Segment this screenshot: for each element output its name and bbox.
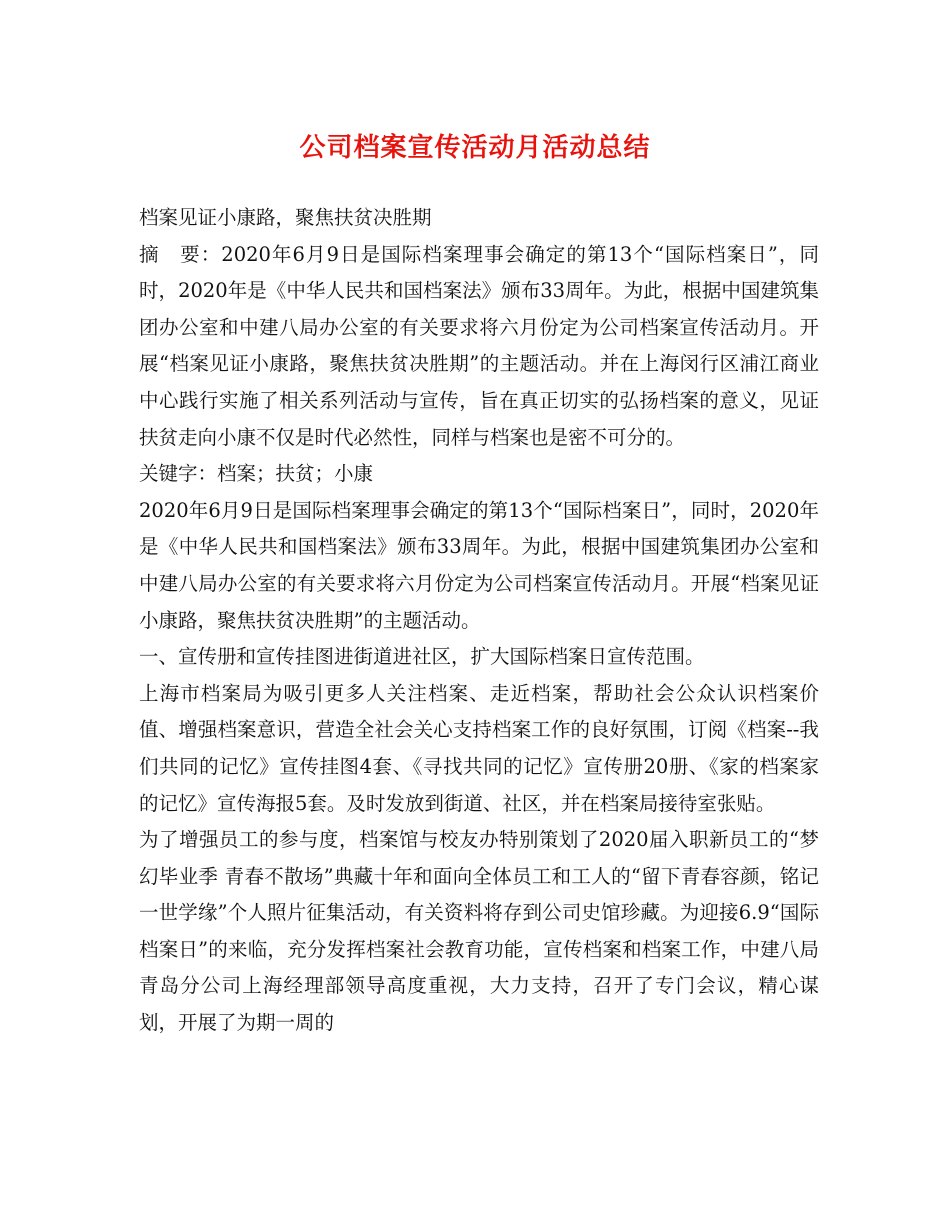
section-heading-1: 一、宣传册和宣传挂图进街道进社区，扩大国际档案日宣传范围。 xyxy=(139,645,705,669)
document-body xyxy=(139,200,819,1042)
section-1-paragraph-2: 为了增强员工的参与度，档案馆与校友办特别策划了2020届入职新员工的“梦幻毕业季 青春不散场”典藏十年和面向全体员工和工人的“留下青春容颜，铭记一世学缘”个人照片征集活动，有关资料将存到公司史馆珍藏。为迎接6.9“国际档案日”的来临，充分发挥档案社会教育功能，宣传档案和档案工作，中建八局青岛分公司上海经理部领导高度重视，大力支持，召开了专门会议，精心谋划，开展了为期一周的 xyxy=(139,828,819,1035)
section-1-paragraph-1: 上海市档案局为吸引更多人关注档案、走近档案，帮助社会公众认识档案价值、增强档案意识，营造全社会关心支持档案工作的良好氛围，订阅《档案--我们共同的记忆》宣传挂图4套、《寻找共同的记忆》宣传册20册、《家的档案家的记忆》宣传海报5套。及时发放到街道、社区，并在档案局接待室张贴。 xyxy=(139,681,819,815)
subtitle-paragraph: 档案见证小康路，聚焦扶贫决胜期 xyxy=(139,206,432,229)
intro-paragraph: 2020年6月9日是国际档案理事会确定的第13个“国际档案日”，同时，2020年是《中华人民共和国档案法》颁布33周年。为此，根据中国建筑集团办公室和中建八局办公室的有关要求将六月份定为公司档案宣传活动月。开展“档案见证小康路，聚焦扶贫决胜期”的主题活动。 xyxy=(139,498,819,632)
abstract-paragraph: 摘 要：2020年6月9日是国际档案理事会确定的第13个“国际档案日”，同时，2020年是《中华人民共和国档案法》颁布33周年。为此，根据中国建筑集团办公室和中建八局办公室的有关要求将六月份定为公司档案宣传活动月。开展“档案见证小康路，聚焦扶贫决胜期”的主题活动。并在上海闵行区浦江商业中心践行实施了相关系列活动与宣传，旨在真正切实的弘扬档案的意义，见证扶贫走向小康不仅是时代必然性，同样与档案也是密不可分的。 xyxy=(139,242,819,449)
document-title: 公司档案宣传活动月活动总结 xyxy=(299,133,651,163)
keywords-paragraph: 关键字：档案；扶贫；小康 xyxy=(139,462,374,486)
